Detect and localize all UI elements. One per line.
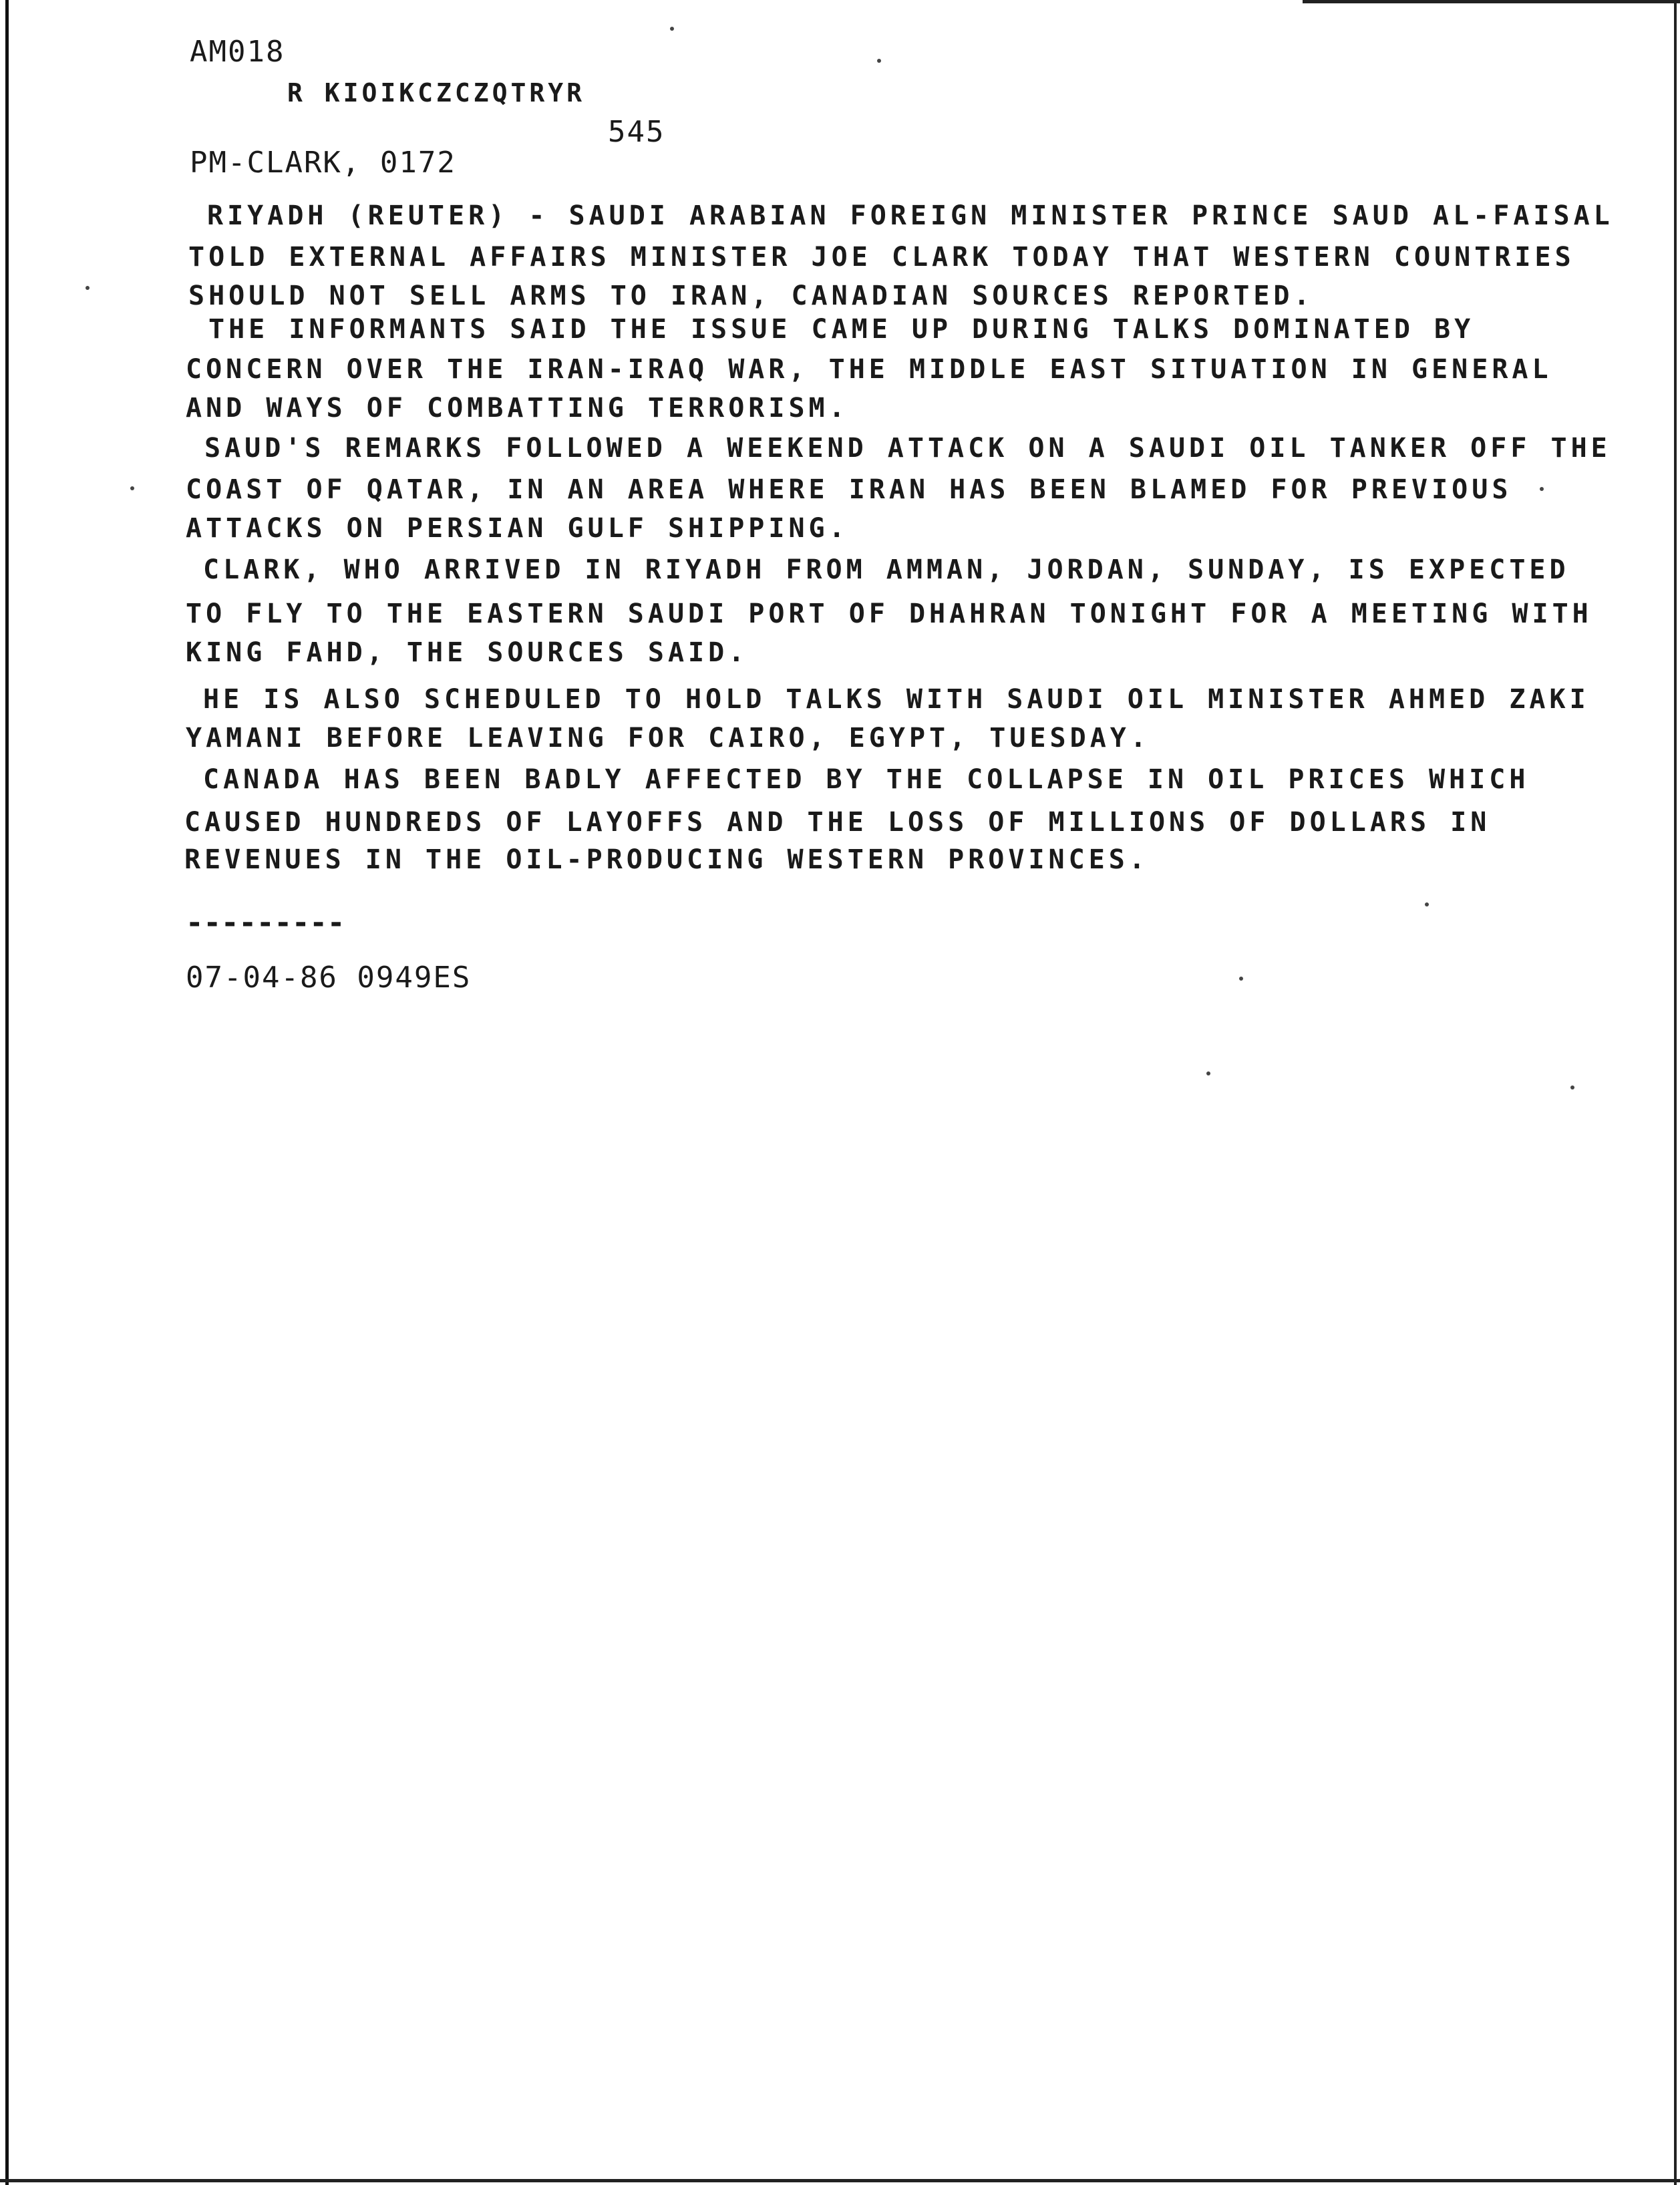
routing-code: R KIOIKCZCZQTRYR [287, 78, 586, 108]
body-line: TOLD EXTERNAL AFFAIRS MINISTER JOE CLARK TODAY THAT WESTERN COUNTRIES [188, 242, 1575, 273]
scan-speck [1425, 902, 1429, 906]
body-line: KING FAHD, THE SOURCES SAID. [186, 637, 749, 668]
body-line: CONCERN OVER THE IRAN-IRAQ WAR, THE MIDDLE EAST SITUATION IN GENERAL [186, 354, 1552, 385]
scan-speck [877, 59, 881, 63]
body-line: CAUSED HUNDREDS OF LAYOFFS AND THE LOSS OF MILLIONS OF DOLLARS IN [184, 807, 1491, 838]
scan-speck [1570, 1085, 1574, 1089]
scan-speck [670, 27, 674, 31]
message-number: 545 [608, 115, 665, 149]
body-line: CLARK, WHO ARRIVED IN RIYADH FROM AMMAN, JORDAN, SUNDAY, IS EXPECTED [203, 554, 1570, 585]
separator-rule: --------- [186, 906, 345, 940]
story-slug: PM-CLARK, 0172 [190, 146, 456, 180]
scan-edge-top [1303, 0, 1680, 3]
scan-speck [1206, 1071, 1210, 1075]
scan-edge-bottom [0, 2179, 1680, 2182]
body-line: TO FLY TO THE EASTERN SAUDI PORT OF DHAHRAN TONIGHT FOR A MEETING WITH [186, 599, 1592, 629]
body-line: AND WAYS OF COMBATTING TERRORISM. [186, 393, 849, 424]
scan-speck [1540, 487, 1544, 491]
body-line: SAUD'S REMARKS FOLLOWED A WEEKEND ATTACK ON A SAUDI OIL TANKER OFF THE [204, 433, 1611, 464]
body-line: RIYADH (REUTER) - SAUDI ARABIAN FOREIGN MINISTER PRINCE SAUD AL-FAISAL [207, 200, 1614, 231]
body-line: ATTACKS ON PERSIAN GULF SHIPPING. [186, 513, 849, 544]
body-line: COAST OF QATAR, IN AN AREA WHERE IRAN HAS BEEN BLAMED FOR PREVIOUS [186, 474, 1512, 505]
body-line: YAMANI BEFORE LEAVING FOR CAIRO, EGYPT, TUESDAY. [186, 723, 1150, 753]
body-line: CANADA HAS BEEN BADLY AFFECTED BY THE COLLAPSE IN OIL PRICES WHICH [203, 764, 1530, 795]
scan-speck [130, 486, 134, 490]
transmission-timestamp: 07-04-86 0949ES [186, 961, 472, 995]
wire-code: AM018 [190, 35, 285, 69]
scan-speck [1239, 977, 1243, 981]
scan-edge-right [1674, 0, 1677, 2185]
body-line: HE IS ALSO SCHEDULED TO HOLD TALKS WITH SAUDI OIL MINISTER AHMED ZAKI [203, 684, 1590, 715]
scan-edge-left [5, 0, 9, 2185]
body-line: REVENUES IN THE OIL-PRODUCING WESTERN PROVINCES. [184, 844, 1149, 875]
scan-speck [86, 286, 90, 290]
body-line: SHOULD NOT SELL ARMS TO IRAN, CANADIAN SOURCES REPORTED. [188, 281, 1314, 311]
body-line: THE INFORMANTS SAID THE ISSUE CAME UP DURING TALKS DOMINATED BY [208, 314, 1475, 345]
